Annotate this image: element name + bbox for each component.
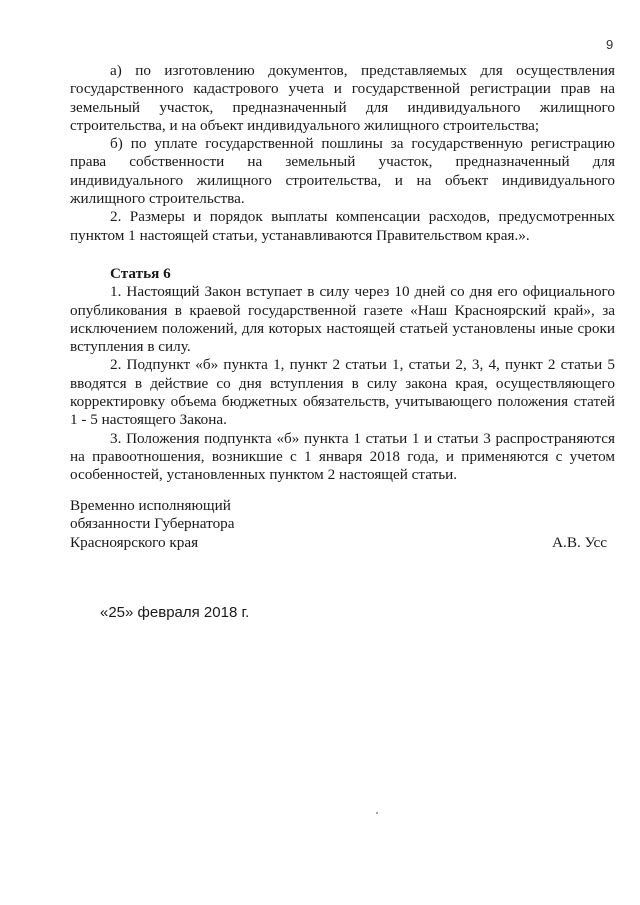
article-paragraph-1: 1. Настоящий Закон вступает в силу через 10 дней со дня его официального опубликования в краевой государственной газете «Наш Красноярский край», за исключением положений, для которых настоящей статьей установлены иные сроки вступления в силу. [70, 283, 615, 356]
paragraph-item-2: 2. Размеры и порядок выплаты компенсации расходов, предусмотренных пунктом 1 настоящей статьи, устанавливаются Правительством края.». [70, 208, 615, 244]
signer-title-line-2: обязанности Губернатора [70, 515, 235, 533]
signature-block [70, 497, 615, 552]
article-heading: Статья 6 [110, 264, 171, 282]
signer-title-line-1: Временно исполняющий [70, 497, 231, 514]
signer-name: А.В. Усс [552, 534, 607, 551]
paragraph-subitem-a: а) по изготовлению документов, представляемых для осуществления государственного кадастрового учета и государственной регистрации прав на земельный участок, предназначенный для индивидуального жилищного строительства, и на объект индивидуального жилищного строительства; [70, 62, 615, 134]
signer-title-line-3: Красноярского края [70, 533, 199, 551]
document-body [70, 62, 615, 485]
article-paragraph-3: 3. Положения подпункта «б» пункта 1 статьи 1 и статьи 3 распространяются на правоотношения, возникшие с 1 января 2018 года, и применяются с учетом особенностей, установленных пунктом 2 настоящей статьи. [70, 429, 615, 484]
page-number: 9 [606, 37, 614, 52]
scan-speck [376, 812, 378, 814]
paragraph-subitem-b: б) по уплате государственной пошлины за государственную регистрацию права собственности на земельный участок, предназначенный для индивидуального жилищного строительства, и на объект индивидуального жилищного строительства. [70, 135, 615, 208]
article-paragraph-2: 2. Подпункт «б» пункта 1, пункт 2 статьи 1, статьи 2, 3, 4, пункт 2 статьи 5 вводятся в действие со дня вступления в силу закона края, осуществляющего корректировку объема бюджетных обязательств, учитывающего положения статей 1 - 5 настоящего Закона. [70, 356, 615, 429]
document-date: «25» февраля 2018 г. [100, 604, 250, 621]
